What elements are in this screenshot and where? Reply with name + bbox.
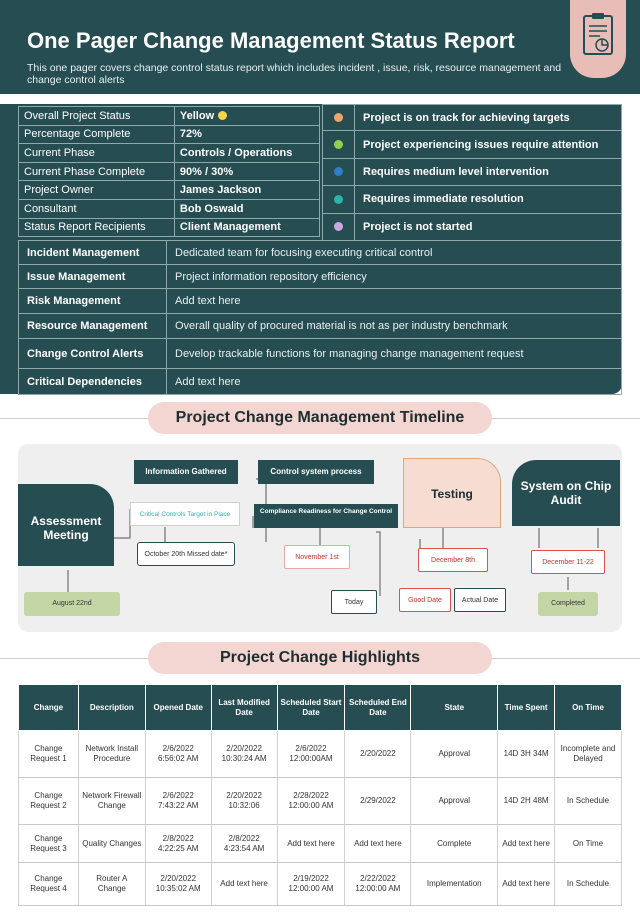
table-cell: 2/8/2022 4:23:54 AM (211, 825, 277, 863)
status-value: Client Management (174, 218, 319, 237)
system-on-chip-audit-box: System on Chip Audit (512, 460, 620, 526)
legend-label: Project is on track for achieving targets (363, 111, 570, 124)
today-tag: Today (331, 590, 377, 614)
legend-dot-icon (334, 167, 343, 176)
management-value: Add text here (167, 289, 622, 314)
table-cell: 14D 3H 34M (498, 731, 555, 778)
legend-item (322, 214, 622, 241)
table-cell: 2/22/2022 12:00:00 AM (345, 863, 411, 906)
table-cell: In Schedule (555, 863, 622, 906)
december-8-tag: December 8th (418, 548, 488, 572)
status-row (19, 199, 320, 218)
status-value: Yellow (174, 107, 319, 126)
good-date-tag: Good Date (399, 588, 451, 612)
legend-item (322, 159, 622, 186)
status-row (19, 218, 320, 237)
table-cell: 2/6/2022 6:56:02 AM (145, 731, 211, 778)
compliance-readiness-box: Compliance Readiness for Change Control (254, 504, 398, 528)
page-subtitle: This one pager covers change control status report which includes incident , issue, risk, resource management and change control alerts (27, 62, 562, 86)
management-value: Develop trackable functions for managing change management request (167, 339, 622, 369)
status-value: Controls / Operations (174, 144, 319, 163)
legend-label: Project experiencing issues require attention (363, 138, 599, 151)
table-cell: Add text here (345, 825, 411, 863)
december-11-22-tag: December 11-22 (531, 550, 605, 574)
table-row (19, 825, 622, 863)
table-cell: 2/6/2022 7:43:22 AM (145, 778, 211, 825)
table-cell: Add text here (498, 863, 555, 906)
table-cell: Network Install Procedure (78, 731, 145, 778)
table-cell: Incomplete and Delayed (555, 731, 622, 778)
legend-dot-icon (334, 195, 343, 204)
table-cell: 2/29/2022 (345, 778, 411, 825)
status-key: Consultant (19, 199, 175, 218)
table-cell: 2/8/2022 4:22:25 AM (145, 825, 211, 863)
management-value: Dedicated team for focusing executing critical control (167, 241, 622, 265)
legend-item (322, 186, 622, 213)
column-header: Time Spent (498, 685, 555, 731)
table-cell: Quality Changes (78, 825, 145, 863)
table-cell: Add text here (277, 825, 345, 863)
table-cell: Approval (411, 731, 498, 778)
table-cell: 2/19/2022 12:00:00 AM (277, 863, 345, 906)
management-key: Resource Management (19, 314, 167, 339)
table-cell: 2/6/2022 12:00:00AM (277, 731, 345, 778)
status-row (19, 107, 320, 126)
management-row (19, 314, 622, 339)
table-cell: Change Request 3 (19, 825, 79, 863)
highlights-section-title: Project Change Highlights (148, 642, 492, 674)
table-cell: 2/20/2022 (345, 731, 411, 778)
completed-tag: Completed (538, 592, 598, 616)
information-gathered-box: Information Gathered (134, 460, 238, 484)
status-legend (322, 104, 622, 241)
table-row (19, 731, 622, 778)
status-value: James Jackson (174, 181, 319, 200)
status-key: Overall Project Status (19, 107, 175, 126)
table-cell: Approval (411, 778, 498, 825)
column-header: State (411, 685, 498, 731)
management-key: Critical Dependencies (19, 369, 167, 395)
table-cell: Complete (411, 825, 498, 863)
legend-dot-icon (334, 113, 343, 122)
control-system-process-box: Control system process (258, 460, 374, 484)
legend-label: Project is not started (363, 220, 473, 233)
page-title: One Pager Change Management Status Report (27, 28, 515, 53)
table-cell: 2/20/2022 10:35:02 AM (145, 863, 211, 906)
yellow-status-dot-icon (218, 111, 227, 120)
project-status-table (18, 106, 320, 237)
august-date-tag: August 22nd (24, 592, 120, 616)
management-row (19, 241, 622, 265)
status-key: Status Report Recipients (19, 218, 175, 237)
table-cell: Add text here (211, 863, 277, 906)
status-key: Current Phase Complete (19, 162, 175, 181)
clipboard-chart-icon (582, 12, 614, 56)
management-key: Issue Management (19, 265, 167, 289)
status-row (19, 144, 320, 163)
status-value: 90% / 30% (174, 162, 319, 181)
table-cell: 2/20/2022 10:30:24 AM (211, 731, 277, 778)
management-value: Project information repository efficiency (167, 265, 622, 289)
management-table (18, 240, 622, 395)
table-cell: Change Request 1 (19, 731, 79, 778)
status-row (19, 125, 320, 144)
table-cell: 14D 2H 48M (498, 778, 555, 825)
table-row (19, 863, 622, 906)
status-value: 72% (174, 125, 319, 144)
management-key: Incident Management (19, 241, 167, 265)
timeline-section-title: Project Change Management Timeline (148, 402, 492, 434)
table-cell: Implementation (411, 863, 498, 906)
management-row (19, 339, 622, 369)
column-header: Description (78, 685, 145, 731)
header-icon-badge (570, 0, 626, 78)
management-value: Overall quality of procured material is not as per industry benchmark (167, 314, 622, 339)
table-cell: Network Firewall Change (78, 778, 145, 825)
testing-box: Testing (403, 458, 501, 528)
legend-dot-icon (334, 140, 343, 149)
table-row (19, 778, 622, 825)
table-cell: 2/28/2022 12:00:00 AM (277, 778, 345, 825)
table-cell: In Schedule (555, 778, 622, 825)
status-value: Bob Oswald (174, 199, 319, 218)
october-date-tag: October 20th Missed date* (137, 542, 235, 566)
actual-date-tag: Actual Date (454, 588, 506, 612)
table-cell: Change Request 4 (19, 863, 79, 906)
status-row (19, 162, 320, 181)
legend-item (322, 131, 622, 158)
november-date-tag: November 1st (284, 545, 350, 569)
table-header-row (19, 685, 622, 731)
column-header: On Time (555, 685, 622, 731)
table-cell: Add text here (498, 825, 555, 863)
legend-dot-icon (334, 222, 343, 231)
column-header: Last Modified Date (211, 685, 277, 731)
management-value: Add text here (167, 369, 622, 395)
legend-label: Requires medium level intervention (363, 165, 549, 178)
status-key: Percentage Complete (19, 125, 175, 144)
assessment-meeting-box: Assessment Meeting (18, 484, 114, 566)
management-key: Risk Management (19, 289, 167, 314)
critical-controls-tag: Critical Controls Target in Place (130, 502, 240, 526)
column-header: Scheduled End Date (345, 685, 411, 731)
table-cell: Router A Change (78, 863, 145, 906)
table-cell: Change Request 2 (19, 778, 79, 825)
status-row (19, 181, 320, 200)
legend-label: Requires immediate resolution (363, 193, 524, 206)
header-banner (0, 0, 640, 94)
management-row (19, 265, 622, 289)
management-row (19, 369, 622, 395)
change-highlights-table (18, 684, 622, 906)
legend-item (322, 104, 622, 131)
column-header: Scheduled Start Date (277, 685, 345, 731)
management-key: Change Control Alerts (19, 339, 167, 369)
table-cell: On Time (555, 825, 622, 863)
status-key: Project Owner (19, 181, 175, 200)
table-cell: 2/20/2022 10:32:06 (211, 778, 277, 825)
column-header: Opened Date (145, 685, 211, 731)
management-row (19, 289, 622, 314)
timeline-panel (18, 444, 622, 632)
column-header: Change (19, 685, 79, 731)
status-key: Current Phase (19, 144, 175, 163)
